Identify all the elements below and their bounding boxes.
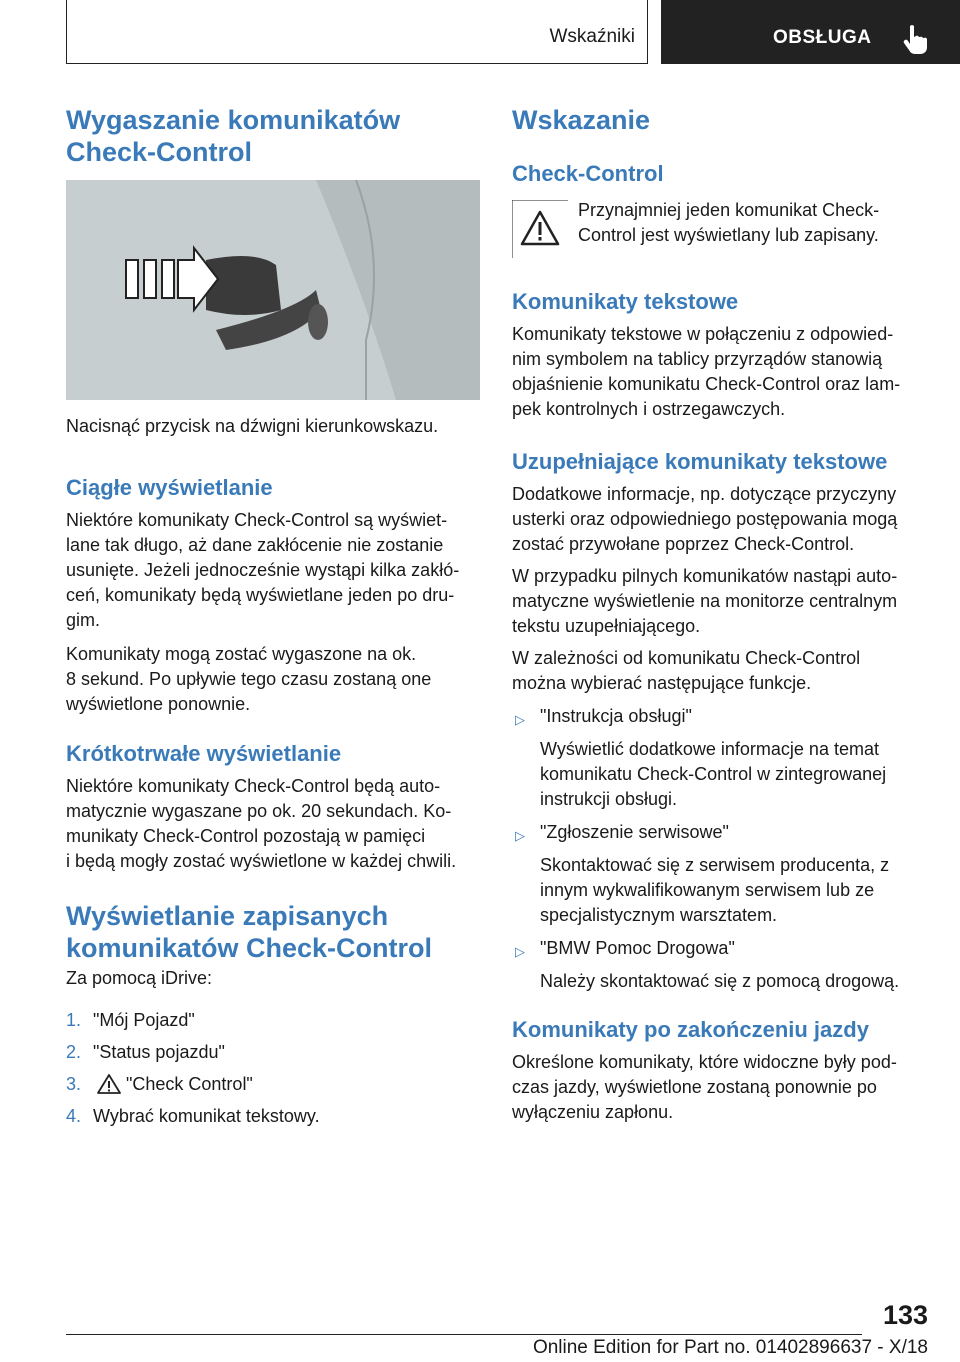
text-line: wyłączeniu zapłonu. [512, 1102, 674, 1122]
bullet-triangle-icon: ▷ [515, 828, 525, 843]
text-line: tekstu uzupełniającego. [512, 616, 701, 636]
section-tab-label: Wskaźniki [549, 26, 635, 47]
step-text: "Mój Pojazd" [93, 1010, 195, 1030]
text-line: ceń, komunikaty będą wyświetlane jeden po dru- [66, 585, 455, 605]
text-line: objaśnienie komunikatu Check-Control oraz lam- [512, 374, 901, 394]
text-line: 8 sekund. Po upływie tego czasu zostaną one [66, 669, 432, 689]
heading-uzupelniajace: Uzupełniające komunikaty tekstowe [512, 449, 888, 474]
bullet-label: "Zgłoszenie serwisowe" [540, 822, 729, 842]
text-line: zostać przywołane poprzez Check-Control. [512, 534, 855, 554]
paragraph-ciagle-2 [66, 642, 431, 717]
text-line: usterki oraz odpowiedniego postępowania mogą [512, 509, 898, 529]
heading-check-control: Check-Control [512, 161, 664, 186]
text-line: Wyświetlić dodatkowe informacje na temat [540, 739, 879, 759]
text-line: lane tak długo, aż dane zakłócenie nie zostanie [66, 535, 444, 555]
turn-signal-lever-illustration [66, 180, 480, 400]
text-line: pek kontrolnych i ostrzegawczych. [512, 399, 786, 419]
text-line: Control jest wyświetlany lub zapisany. [578, 225, 879, 245]
text-line: Należy skontaktować się z pomocą drogową. [540, 971, 900, 991]
text-line: i będą mogły zostać wyświetlone w każdej chwili. [66, 851, 457, 871]
step-text: Wybrać komunikat tekstowy. [93, 1106, 320, 1126]
text-line: gim. [66, 610, 101, 630]
heading-krotkotrwale: Krótkotrwałe wyświetlanie [66, 741, 342, 766]
text-line: Komunikaty mogą zostać wygaszone na ok. [66, 644, 417, 664]
check-control-warning-icon [512, 200, 568, 258]
step-number: 1. [66, 1010, 82, 1030]
text-line: W przypadku pilnych komunikatów nastąpi auto- [512, 566, 898, 586]
heading-ciagle: Ciągłe wyświetlanie [66, 475, 273, 500]
step-text: "Check Control" [126, 1074, 253, 1094]
chapter-label: OBSŁUGA [773, 27, 872, 48]
pointing-hand-icon [901, 24, 929, 54]
text-line: Skontaktować się z serwisem producenta, z [540, 855, 890, 875]
check-control-text [578, 198, 879, 248]
footer-divider [66, 1334, 862, 1335]
paragraph-komunikaty-tekstowe [512, 322, 900, 422]
right-title: Wskazanie [512, 105, 651, 135]
text-line: matyczne wyświetlenie na monitorze centralnym [512, 591, 898, 611]
text-line: matycznie wygaszane po ok. 20 sekundach. Ko- [66, 801, 452, 821]
left-title-line-2: Check-Control [66, 137, 253, 167]
step-text: "Status pojazdu" [93, 1042, 225, 1062]
text-line: Niektóre komunikaty Check-Control są wyświet- [66, 510, 448, 530]
figure-caption: Nacisnąć przycisk na dźwigni kierunkowskazu. [66, 416, 439, 436]
paragraph-krotkotrwale [66, 774, 456, 874]
text-line: wyświetlone ponownie. [66, 694, 251, 714]
bullet-label: "Instrukcja obsługi" [540, 706, 692, 726]
heading-komunikaty-tekstowe: Komunikaty tekstowe [512, 289, 739, 314]
paragraph-ciagle-1 [66, 508, 459, 633]
heading-po-zakonczeniu: Komunikaty po zakończeniu jazdy [512, 1017, 869, 1042]
step-number: 2. [66, 1042, 82, 1062]
section-tab [66, 0, 648, 64]
text-line: W zależności od komunikatu Check-Control [512, 648, 861, 668]
page-number: 133 [882, 1300, 928, 1330]
bullet-instrukcja [540, 704, 886, 812]
text-line: usunięte. Jeżeli jednocześnie wystąpi kilka zakłó- [66, 560, 460, 580]
text-line: czas jazdy, wyświetlone zostaną ponownie po [512, 1077, 877, 1097]
left-title [66, 104, 400, 168]
warning-triangle-icon [96, 1073, 122, 1095]
left-title-line-1: Wygaszanie komunikatów [66, 105, 401, 135]
text-line: instrukcji obsługi. [540, 789, 678, 809]
bullet-label: "BMW Pomoc Drogowa" [540, 938, 735, 958]
text-line: munikaty Check-Control pozostają w pamięci [66, 826, 426, 846]
heading-wyswietlanie-zapisanych [66, 900, 432, 964]
idrive-intro: Za pomocą iDrive: [66, 968, 213, 988]
edition-note: Online Edition for Part no. 01402896637 - X/18 [532, 1337, 928, 1358]
heading-line: Wyświetlanie zapisanych [66, 901, 389, 931]
heading-line: komunikatów Check-Control [66, 933, 433, 963]
step-number: 4. [66, 1106, 82, 1126]
paragraph-uzupelniajace-1 [512, 482, 897, 557]
chapter-tab [661, 0, 960, 64]
text-line: nim symbolem na tablicy przyrządów stanowią [512, 349, 883, 369]
text-line: można wybierać następujące funkcje. [512, 673, 812, 693]
text-line: innym wykwalifikowanym serwisem lub ze [540, 880, 875, 900]
bullet-pomoc-drogowa [540, 936, 899, 994]
text-line: specjalistycznym warsztatem. [540, 905, 778, 925]
text-line: Przynajmniej jeden komunikat Check- [578, 200, 880, 220]
text-line: komunikatu Check-Control w zintegrowanej [540, 764, 887, 784]
step-number: 3. [66, 1074, 82, 1094]
text-line: Komunikaty tekstowe w połączeniu z odpowied- [512, 324, 894, 344]
text-line: Dodatkowe informacje, np. dotyczące przyczyny [512, 484, 897, 504]
text-line: Niektóre komunikaty Check-Control będą auto- [66, 776, 441, 796]
lever-drawing [66, 180, 480, 400]
paragraph-uzupelniajace-3 [512, 646, 860, 696]
bullet-triangle-icon: ▷ [515, 712, 525, 727]
text-line: Określone komunikaty, które widoczne były pod- [512, 1052, 897, 1072]
paragraph-po-zakonczeniu [512, 1050, 897, 1125]
paragraph-uzupelniajace-2 [512, 564, 897, 639]
bullet-zgloszenie [540, 820, 889, 928]
bullet-triangle-icon: ▷ [515, 944, 525, 959]
